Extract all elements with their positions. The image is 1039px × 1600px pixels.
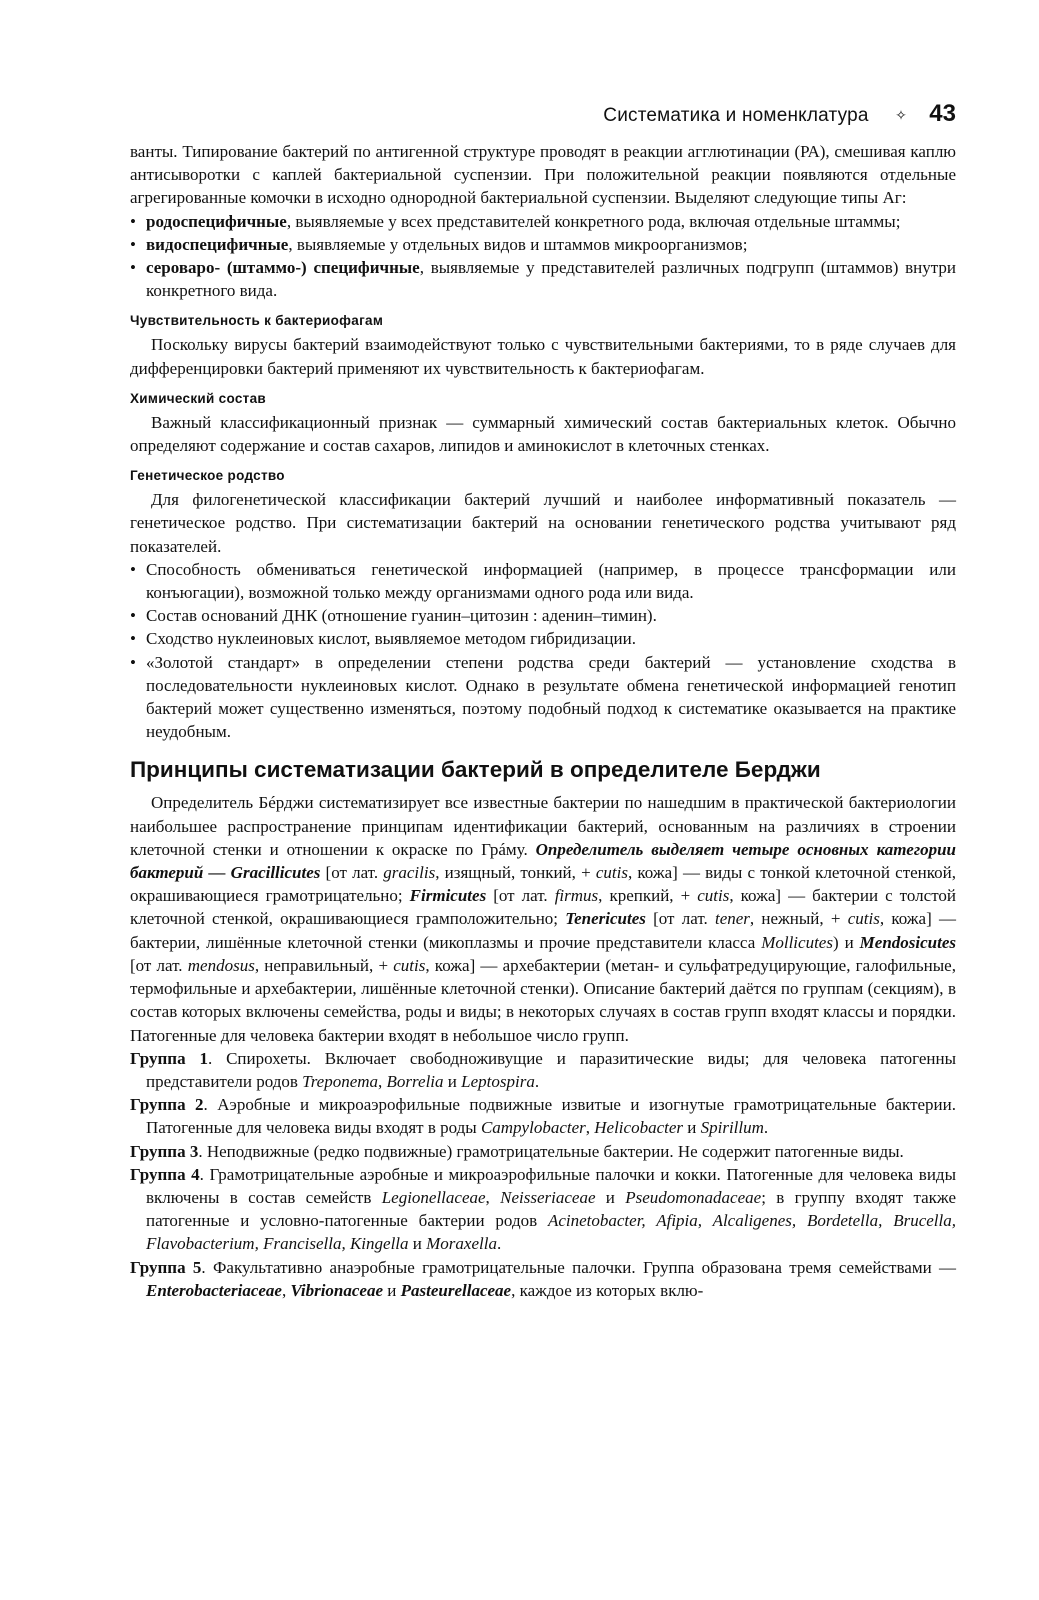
text-span: , изящный, тонкий, + (435, 863, 596, 883)
subheading-chemical: Химический состав (130, 390, 266, 406)
intro-paragraph: ванты. Типирование бактерий по антигенной структуре проводят в реакции агглютинации (РА), смешивая каплю антисыворотки с каплей бактериальной суспензии. При положительной реакции появляются отдельные агрегированные комочки в исходно однородной бактериальной суспензии. Выделяют следующие типы Аг: (130, 142, 956, 208)
family: Enterobacteriaceae (146, 1280, 282, 1300)
group-label: Группа 1 (130, 1048, 208, 1068)
term: видоспецифичные (146, 234, 289, 254)
list-item: • Состав оснований ДНК (отношение гуанин–цитозин : аденин–тимин). (130, 604, 956, 627)
text-span: . Спирохеты. Включает свободноживущие и паразитические виды; для человека патогенны представители родов (146, 1048, 956, 1091)
group-1 (130, 1047, 956, 1093)
genus: Borrelia (386, 1071, 444, 1091)
term-description: , выявляемые у всех представителей конкретного рода, включая отдельные штаммы; (286, 211, 901, 231)
latin-term: Mollicutes (761, 932, 833, 952)
text-span: и (408, 1234, 427, 1254)
list-item: • Способность обмениваться генетической информацией (например, в процессе трансформации или конъюгации), возможной только между организмами одного рода или вида. (130, 558, 956, 604)
text-span: , крепкий, + (598, 886, 698, 906)
text-span: и (595, 1187, 626, 1207)
latin-term: mendosus (187, 955, 255, 975)
term-description: , выявляемые у представителей различных подгрупп (штаммов) внутри конкретного вида. (146, 258, 956, 301)
text-span: [от лат. (130, 955, 188, 975)
group-5 (130, 1256, 956, 1302)
text-span: , каждое из которых вклю- (511, 1280, 704, 1300)
genus: Helicobacter (594, 1118, 684, 1138)
group-4 (130, 1163, 956, 1256)
latin-term: cutis (393, 955, 426, 975)
family: Vibrionaceae (290, 1280, 384, 1300)
text-span: [от лат. (486, 886, 555, 906)
running-header (130, 100, 956, 130)
latin-term: cutis (697, 886, 730, 906)
family: Legionellaceae (381, 1187, 486, 1207)
term: сероваро- (штаммо-) специфичные (146, 258, 420, 278)
text-span: . (534, 1071, 540, 1091)
term: родоспецифичные (146, 211, 287, 231)
text-span: [от лат. (320, 863, 384, 883)
list-item: • «Золотой стандарт» в определении степени родства среди бактерий — установление сходства в последовательности нуклеиновых кислот. Однако в результате обмена генетической информацией генотип бактерий может существенно изменяться, поэтому подобный подход к систематике оказывается на практике неудобным. (130, 651, 956, 744)
group-label: Группа 4 (130, 1164, 200, 1184)
page-body (130, 140, 956, 1302)
text-span: и (383, 1280, 401, 1300)
text-span: , кожа] — архебактерии (метан- и сульфатредуцирующие, галофильные, термофильные и архебактерии, лишённые клеточной стенки). Описание бактерий даётся по группам (секциям), в состав которых включены семейства, роды и виды; в некоторых случаях в состав групп входят классы и порядки. Патогенные для человека бактерии входят в небольшое число групп. (130, 955, 956, 1045)
genus: Campylobacter (480, 1118, 586, 1138)
taxon: Mendosicutes (859, 932, 956, 952)
latin-term: cutis (595, 863, 628, 883)
section-title: Принципы систематизации бактерий в определителе Берджи (130, 757, 821, 783)
paragraph-bergey (130, 791, 956, 1046)
genus: Moraxella (426, 1234, 497, 1254)
list-item (130, 210, 956, 233)
family: Neisseriaceae (500, 1187, 596, 1207)
text-span: , (378, 1071, 387, 1091)
genus: Treponema (302, 1071, 379, 1091)
family: Pasteurellaceae (400, 1280, 512, 1300)
paragraph-chemical: Важный классификационный признак — суммарный химический состав бактериальных клеток. Обычно определяют содержание и состав сахаров, липидов и аминокислот в клеточных стенках. (130, 412, 956, 456)
taxon: Gracillicutes (230, 863, 321, 883)
text-span: , (485, 1187, 501, 1207)
latin-term: gracilis (383, 863, 436, 883)
paragraph-phage: Поскольку вирусы бактерий взаимодействуют только с чувствительными бактериями, то в ряде случаев для дифференцировки бактерий применяют их чувствительность к бактериофагам. (130, 335, 956, 378)
emphasis: Определитель выделяет четыре основных категории бактерий — (130, 839, 956, 883)
text-span: [от лат. (645, 909, 715, 929)
text-span: . Аэробные и микроаэрофильные подвижные извитые и изогнутые грамотрицательные бактерии. Патогенные для человека виды входят в роды (146, 1095, 956, 1138)
text-span: , кожа] — бактерии, лишённые клеточной стенки (микоплазмы и прочие представители класса (130, 909, 957, 952)
taxon: Firmicutes (409, 886, 487, 906)
list-item: • Сходство нуклеиновых кислот, выявляемое методом гибридизации. (130, 627, 956, 650)
subheading-genetic: Генетическое родство (130, 468, 285, 484)
genus: Spirillum (700, 1118, 764, 1138)
group-3 (130, 1140, 956, 1163)
text-span: . Грамотрицательные аэробные и микроаэрофильные палочки и кокки. Патогенные для человека виды включены в состав семейств (146, 1164, 956, 1207)
latin-term: tener (714, 909, 750, 929)
text-span: , неправильный, + (254, 955, 394, 975)
text-span: ; в группу входят также патогенные и условно-патогенные бактерии родов (146, 1187, 956, 1231)
text-span: Определитель Бéрджи систематизирует все известные бактерии по нашедшим в практической бактериологии наибольшее распространение принципам идентификации бактерий, основанным на различиях в строении клеточной стенки и отношении к окраске по Грáму. (130, 793, 956, 859)
text-span: ) и (832, 932, 860, 952)
group-label: Группа 2 (130, 1095, 204, 1115)
genus: Acinetobacter, Afipia, Alcaligenes, Bordetella, Brucella, Flavobacterium, Francisella, Kingella (146, 1211, 956, 1254)
text-span: и (443, 1071, 462, 1091)
page-number: 43 (929, 100, 956, 127)
text-span: . Факультативно анаэробные грамотрицательные палочки. Группа образована тремя семействами — (201, 1257, 956, 1277)
genus: Leptospira (461, 1071, 535, 1091)
taxon: Tenericutes (565, 909, 646, 929)
list-item (130, 233, 956, 256)
subheading-phage: Чувствительность к бактериофагам (130, 313, 384, 329)
text-span: . (763, 1118, 769, 1138)
group-label: Группа 3 (130, 1141, 199, 1161)
list-item (130, 256, 956, 302)
text-span: и (683, 1118, 701, 1138)
antigen-types-list (130, 210, 956, 303)
text-span: , нежный, + (749, 909, 848, 929)
term-description: , выявляемые у отдельных видов и штаммов микроорганизмов; (288, 234, 748, 254)
text-span: , кожа] — бактерии с толстой клеточной стенкой, окрашивающиеся грамположительно; (130, 886, 956, 929)
group-2 (130, 1093, 956, 1139)
text-span: . Неподвижные (редко подвижные) грамотрицательные бактерии. Не содержит патогенные виды. (198, 1141, 904, 1161)
family: Pseudomonadaceae (625, 1187, 762, 1207)
latin-term: firmus (554, 886, 599, 906)
paragraph-genetic: Для филогенетической классификации бактерий лучший и наиболее информативный показатель — генетическое родство. При систематизации бактерий на основании генетического родства учитывают ряд показателей. (130, 490, 956, 556)
text-span: . (496, 1234, 502, 1254)
header-diamond-icon: ✧ (895, 107, 907, 123)
text-span: , (585, 1118, 595, 1138)
latin-term: cutis (847, 909, 880, 929)
text-span: , кожа] — виды с тонкой клеточной стенкой, окрашивающиеся грамотрицательно; (130, 863, 957, 906)
genetic-criteria-list (130, 558, 956, 744)
group-label: Группа 5 (130, 1257, 202, 1277)
header-title: Систематика и номенклатура (603, 105, 869, 126)
text-span: , (281, 1280, 291, 1300)
